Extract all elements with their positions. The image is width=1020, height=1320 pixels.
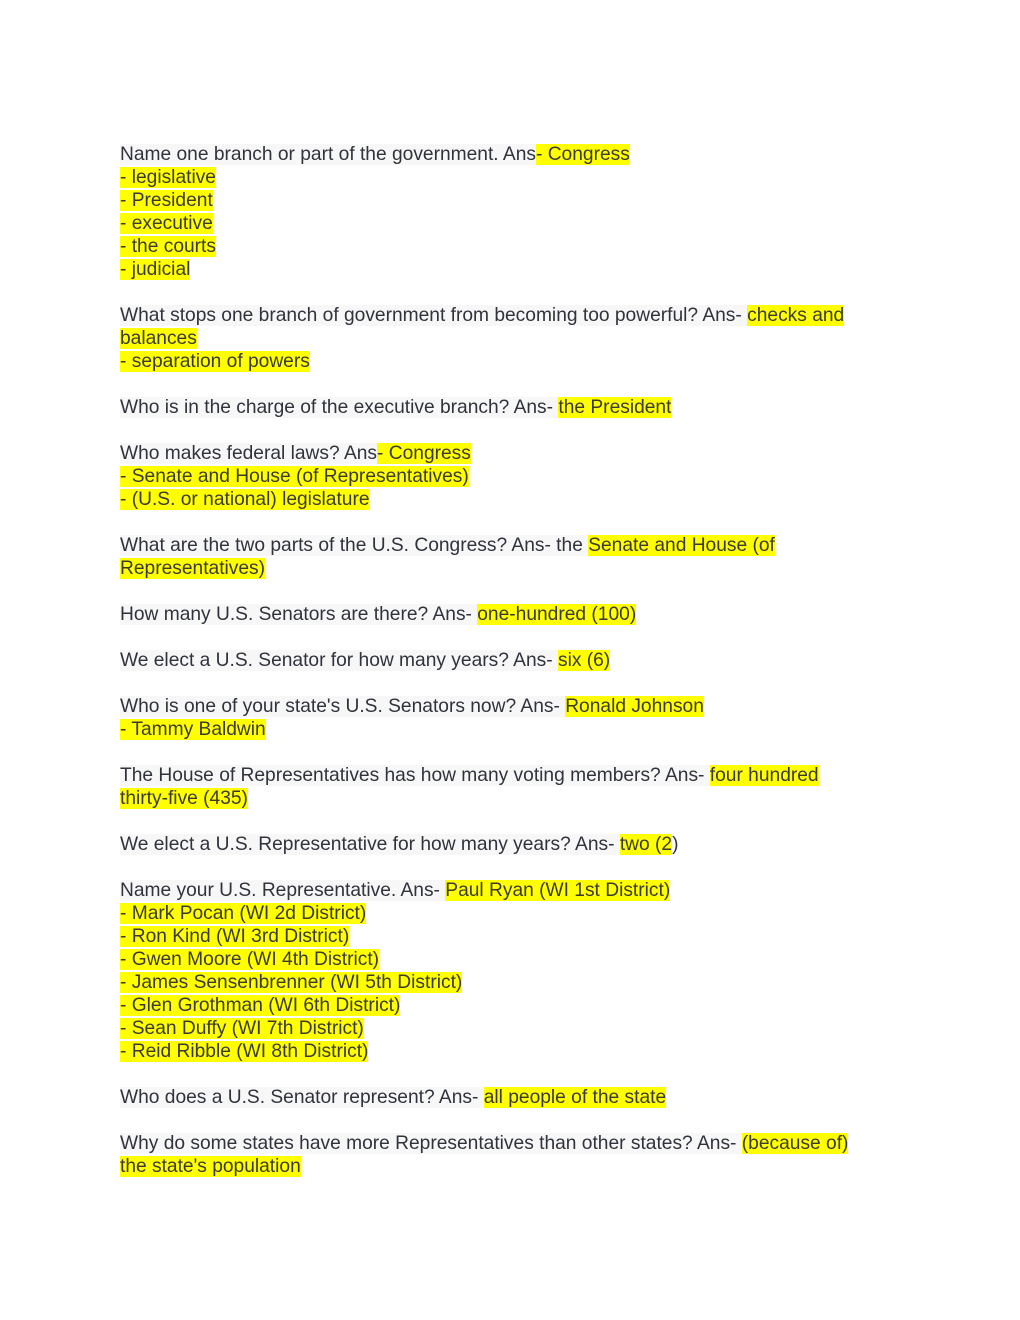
qa-rep-years xyxy=(120,833,890,856)
question-line xyxy=(120,304,890,327)
question-line xyxy=(120,833,890,856)
answer-line xyxy=(120,327,890,350)
question-line xyxy=(120,695,890,718)
answer-highlight: four hundred xyxy=(709,765,819,786)
answer-highlight: - the courts xyxy=(120,236,216,257)
answer-line xyxy=(120,350,890,373)
answer-line xyxy=(120,212,890,235)
answer-highlight: thirty-five (435) xyxy=(120,788,248,809)
answer-line xyxy=(120,787,890,810)
answer-line xyxy=(120,258,890,281)
question-text: Who is in the charge of the executive branch? Ans- xyxy=(120,397,559,418)
answer-highlight: two (2 xyxy=(619,834,673,855)
answer-line xyxy=(120,1017,890,1040)
answer-highlight: balances xyxy=(120,328,197,349)
answer-highlight: - Ron Kind (WI 3rd District) xyxy=(120,926,350,947)
qa-two-parts xyxy=(120,534,890,580)
qa-senator-years xyxy=(120,649,890,672)
question-line xyxy=(120,603,890,626)
answer-highlight: - separation of powers xyxy=(120,351,310,372)
answer-highlight: Ronald Johnson xyxy=(565,696,704,717)
answer-highlight: the state's population xyxy=(120,1156,301,1177)
answer-highlight: - Tammy Baldwin xyxy=(120,719,266,740)
answer-line xyxy=(120,1040,890,1063)
question-line xyxy=(120,649,890,672)
qa-house-members xyxy=(120,764,890,810)
answer-line xyxy=(120,166,890,189)
question-line xyxy=(120,442,890,465)
question-text: Name one branch or part of the government. Ans xyxy=(120,144,536,165)
answer-line xyxy=(120,971,890,994)
question-text: Name your U.S. Representative. Ans- xyxy=(120,880,446,901)
answer-highlight: - President xyxy=(120,190,213,211)
answer-tail: ) xyxy=(672,834,679,855)
answer-highlight: - Glen Grothman (WI 6th District) xyxy=(120,995,401,1016)
answer-highlight: - judicial xyxy=(120,259,191,280)
question-text: Who makes federal laws? Ans xyxy=(120,443,378,464)
question-text: How many U.S. Senators are there? Ans- xyxy=(120,604,478,625)
answer-highlight: Senate and House (of xyxy=(588,535,775,556)
question-line xyxy=(120,1086,890,1109)
answer-highlight: Paul Ryan (WI 1st District) xyxy=(445,880,671,901)
answer-highlight: - James Sensenbrenner (WI 5th District) xyxy=(120,972,463,993)
answer-line xyxy=(120,189,890,212)
answer-line xyxy=(120,902,890,925)
question-text: We elect a U.S. Representative for how many years? Ans- xyxy=(120,834,620,855)
answer-highlight: - executive xyxy=(120,213,213,234)
document-page xyxy=(120,143,890,1201)
question-text: Who is one of your state's U.S. Senators now? Ans- xyxy=(120,696,566,717)
answer-highlight: - Mark Pocan (WI 2d District) xyxy=(120,903,367,924)
answer-highlight: the President xyxy=(558,397,672,418)
question-text: We elect a U.S. Senator for how many years? Ans- xyxy=(120,650,558,671)
answer-highlight: one-hundred (100) xyxy=(477,604,637,625)
answer-highlight: - Gwen Moore (WI 4th District) xyxy=(120,949,380,970)
qa-stops-power xyxy=(120,304,890,373)
answer-line xyxy=(120,557,890,580)
question-line xyxy=(120,396,890,419)
answer-highlight: checks and xyxy=(747,305,845,326)
question-text: What stops one branch of government from becoming too powerful? Ans- xyxy=(120,305,748,326)
qa-representative xyxy=(120,879,890,1063)
answer-line xyxy=(120,925,890,948)
qa-federal-laws xyxy=(120,442,890,511)
qa-more-reps xyxy=(120,1132,890,1178)
qa-branch xyxy=(120,143,890,281)
question-text: Who does a U.S. Senator represent? Ans- xyxy=(120,1087,484,1108)
question-text: Why do some states have more Representatives than other states? Ans- xyxy=(120,1133,742,1154)
question-line xyxy=(120,534,890,557)
question-text: What are the two parts of the U.S. Congress? Ans- the xyxy=(120,535,589,556)
qa-senators-count xyxy=(120,603,890,626)
answer-highlight: - Sean Duffy (WI 7th District) xyxy=(120,1018,364,1039)
answer-line xyxy=(120,1155,890,1178)
answer-highlight: all people of the state xyxy=(483,1087,667,1108)
answer-line xyxy=(120,718,890,741)
qa-executive xyxy=(120,396,890,419)
question-line xyxy=(120,879,890,902)
answer-highlight: - Senate and House (of Representatives) xyxy=(120,466,469,487)
answer-highlight: - Congress xyxy=(535,144,630,165)
answer-line xyxy=(120,948,890,971)
answer-highlight: - Congress xyxy=(377,443,471,464)
answer-highlight: - (U.S. or national) legislature xyxy=(120,489,370,510)
answer-line xyxy=(120,994,890,1017)
question-line xyxy=(120,143,890,166)
answer-line xyxy=(120,465,890,488)
answer-highlight: - Reid Ribble (WI 8th District) xyxy=(120,1041,369,1062)
answer-highlight: six (6) xyxy=(557,650,611,671)
answer-highlight: - legislative xyxy=(120,167,216,188)
question-line xyxy=(120,1132,890,1155)
answer-highlight: (because of) xyxy=(741,1133,849,1154)
answer-line xyxy=(120,488,890,511)
qa-senator-represents xyxy=(120,1086,890,1109)
answer-line xyxy=(120,235,890,258)
question-text: The House of Representatives has how many voting members? Ans- xyxy=(120,765,710,786)
qa-state-senators xyxy=(120,695,890,741)
answer-highlight: Representatives) xyxy=(120,558,266,579)
question-line xyxy=(120,764,890,787)
